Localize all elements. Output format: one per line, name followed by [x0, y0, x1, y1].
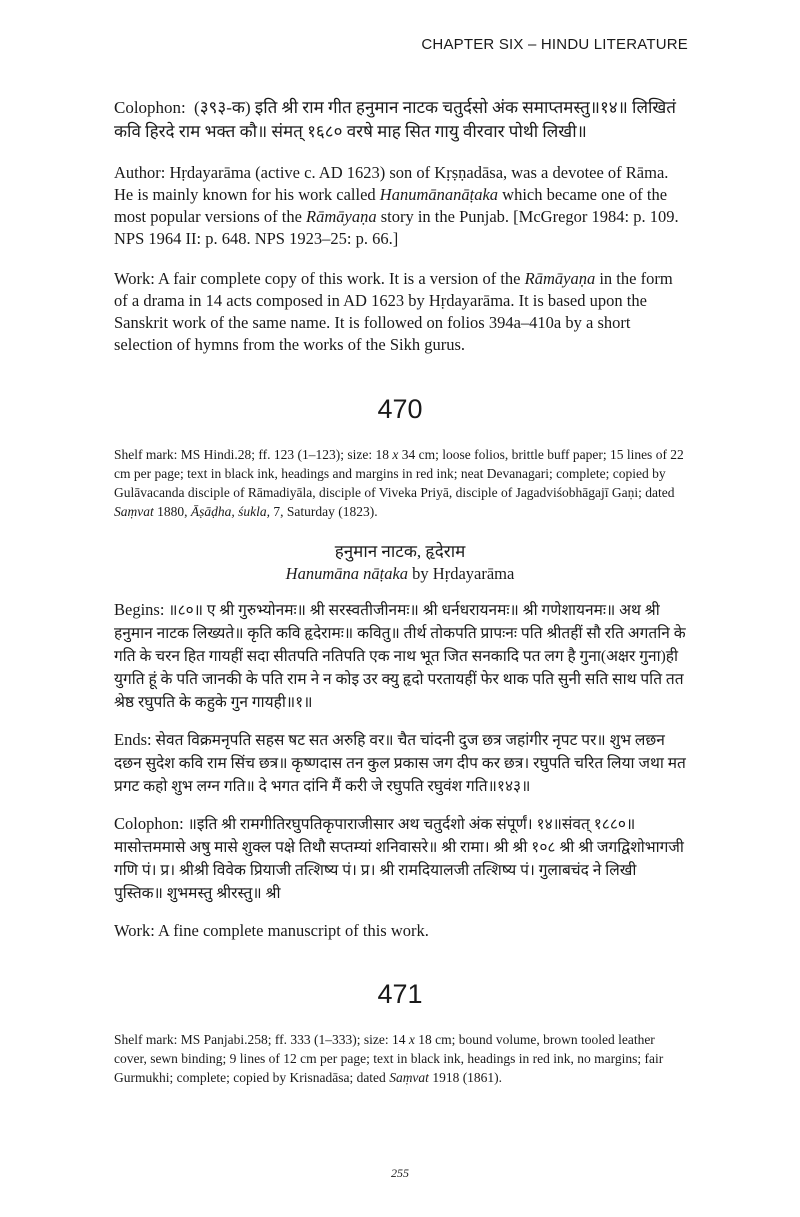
shelf-text-a-471: Shelf mark: MS Panjabi.258; ff. 333 (1–333); size: 14	[114, 1032, 409, 1047]
shelf-mark-470	[114, 445, 686, 521]
shelf-text-b-471: 18 cm; bound volume, brown tooled leather cover, sewn binding; 9 lines of 12 cm per page; text in black ink, headings in red ink, no margins; fair Gurmukhi; complete; copied by Krisnadāsa; dated	[114, 1032, 664, 1085]
author-work-title-2: Rāmāyaṇa	[306, 207, 377, 226]
author-paragraph	[114, 162, 686, 250]
title-italic: Hanumāna nāṭaka	[285, 564, 409, 583]
work-label: Work:	[114, 269, 155, 288]
colophon-label-470: Colophon:	[114, 814, 184, 833]
colophon-prev-entry	[114, 96, 686, 144]
shelf-text-d: 7, Saturday (1823).	[270, 504, 378, 519]
shelf-text-c-471: 1918 (1861).	[428, 1070, 503, 1085]
shelf-text-b: 34 cm; loose folios, brittle buff paper; 15 lines of 22 cm per page; text in black ink, headings and margins in red ink; neat Devanagari; complete; copied by Gulāvacanda disciple of Rāmadiyāla, disciple of Viveka Priyā, disciple of Jagadviśobhāgajī Gaṇi; dated	[114, 447, 684, 500]
colophon-paragraph	[114, 812, 686, 905]
shelf-samvat: Saṃvat	[114, 504, 154, 519]
author-text-2: which became one of the most popular versions of the	[114, 185, 668, 226]
work-paragraph	[114, 268, 686, 356]
ends-paragraph	[114, 728, 686, 798]
colophon-text-470: ॥इति श्री रामगीतिरघुपतिकृपाराजीसार अथ चतुर्दशो अंक संपूर्णं। १४॥संवत् १८८०॥ मासोत्तममासे अषु मासे शुक्ल पक्षे तिथौ सप्तम्यां शनिवासरे॥ श्री रामा। श्री श्री १०८ श्री श्री जगद्विशोभागजी गणि पं। प्र। श्रीश्री विवेक प्रियाजी तत्शिष्य पं। प्र। श्री रामदियालजी तत्शिष्य पं। गुलाबचंद ने लिखी पुस्तिक॥ शुभमस्तु श्रीरस्तु॥ श्री	[114, 816, 684, 902]
begins-paragraph	[114, 598, 686, 714]
work-text-2: in the form of a drama in 14 acts composed in AD 1623 by Hṛdayarāma. It is based upon the Sanskrit work of the same name. It is followed on folios 394a–410a by a short selection of hymns from the works of the Sikh gurus.	[114, 269, 673, 354]
work-paragraph-470	[114, 921, 686, 941]
page-number: 255	[391, 1166, 409, 1180]
work-label-470: Work:	[114, 921, 155, 940]
shelf-mark-471	[114, 1030, 686, 1087]
ends-label: Ends:	[114, 730, 152, 749]
author-text: Hṛdayarāma (active c. AD 1623) son of Kṛṣṇadāsa, was a devotee of Rāma. He is mainly known for his work called	[114, 163, 669, 204]
work-title: Rāmāyaṇa	[524, 269, 596, 288]
author-work-title: Hanumānanāṭaka	[379, 185, 499, 204]
shelf-samvat-471: Saṃvat	[389, 1070, 429, 1085]
shelf-text-a: Shelf mark: MS Hindi.28; ff. 123 (1–123); size: 18	[114, 447, 393, 462]
begins-text: ॥८०॥ ए श्री गुरुभ्योनमः॥ श्री सरस्वतीजीनमः॥ श्री धर्नधरायनमः॥ श्री गणेशायनमः॥ अथ श्री हनुमान नाटक लिख्यते॥ कृति कवि हृदेरामः॥ कवितु॥ तीर्थ तोकपति प्रापःनः पति श्रीतहीं सौ रति अगतनि के गति के चरन हित गायहीं सदा सीतपति नतिपति एक नाथ भूत जित सनकादि पत लग है गुना(अक्षर गुना)ही युगति हूं के पति जानकी के पति राम ने न कोइ उर क्यु हृदो परतायहीं फेर थाक पति सुनी सति साथ पति तत श्रेष्ठ रघुपति के कहुके गुन गायही॥१॥	[114, 602, 686, 711]
running-head: CHAPTER SIX – HINDU LITERATURE	[421, 36, 688, 53]
author-label: Author:	[114, 163, 166, 182]
page-content	[114, 96, 686, 1087]
colophon-devanagari: (३९३-क) इति श्री राम गीत हनुमान नाटक चतुर्दसो अंक समाप्तमस्तु॥१४॥ लिखितं कवि हिरदे राम भक्त कौ॥ संमत् १६८० वरषे माह सित गायु वीरवार पोथी लिखी॥	[114, 98, 676, 141]
colophon-label: Colophon:	[114, 98, 186, 117]
title-rest: by Hṛdayarāma	[408, 564, 515, 583]
shelf-asadha: Āṣāḍha, śukla,	[190, 504, 270, 519]
entry-number-470: 470	[377, 394, 423, 424]
shelf-text-c: 1880,	[153, 504, 191, 519]
shelf-x-471: x	[408, 1032, 415, 1047]
work-text-470: A fine complete manuscript of this work.	[154, 921, 429, 940]
ends-text: सेवत विक्रमनृपति सहस षट सत अरुहि वर॥ चैत चांदनी दुज छत्र जहांगीर नृपट पर॥ शुभ लछन दछन सुदेश कवि राम सिंच छत्र॥ कृष्णदास तन कुल प्रकास जग दीप कर छत्र। रघुपति चरित लिया जथा मत प्रगट कहो शुभ लग्न गति॥ दे भगत दांनि मैं करी जे रघुपति रघुवंश गति॥१४३॥	[114, 732, 686, 795]
title-english	[114, 564, 686, 584]
title-devanagari: हनुमान नाटक, हृदेराम	[334, 542, 466, 561]
author-text-3: story in the Punjab. [McGregor 1984: p. 109. NPS 1964 II: p. 648. NPS 1923–25: p. 66.]	[114, 207, 679, 248]
shelf-x: x	[392, 447, 399, 462]
begins-label: Begins:	[114, 600, 165, 619]
entry-number-471: 471	[377, 979, 423, 1009]
work-text: A fair complete copy of this work. It is a version of the	[154, 269, 525, 288]
